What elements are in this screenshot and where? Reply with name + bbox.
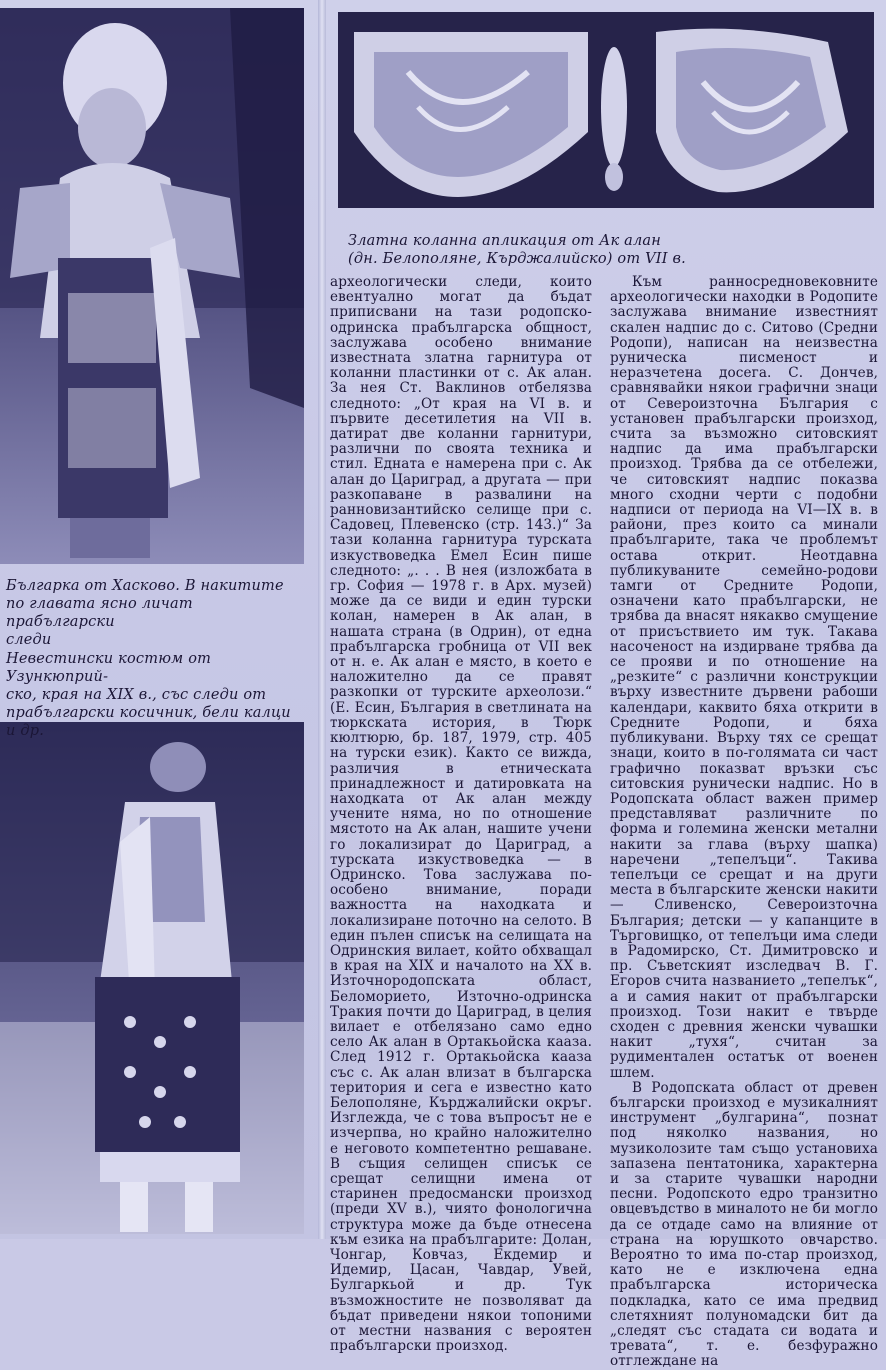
article-paragraph: В Родопската област от древен български произход е музикалният инструмент „булгарина“, познат под няколко названия, но музиколозите там също установиха запазена пентатоника, характерна и за старите чувашки народни песни. Родопското едро транзитно овцевъдство в миналото не би могло да се отдаде само на влияние от страна на юрушкото овчарство. Вероятно то има по-стар произход, като не е изключена една прабългарска историческа подкладка, като се има предвид слетяхният полуномадски бит да „следят със стадата си водата и тревата“, т. е. безфуражно отглеждане на bbox=[610, 1079, 878, 1370]
photo-bride-costume bbox=[0, 722, 304, 1234]
article-column-1 bbox=[330, 275, 592, 1354]
photo-woman-haskovo bbox=[0, 8, 304, 564]
caption-belt-applique: Златна коланна апликация от Ак алан (дн. Белополяне, Кърджалийско) от VII в. bbox=[348, 233, 686, 267]
caption-bride-costume: Невестински костюм от Узункюприй- ско, края на XIX в., със следи от прабългарски косичник, бели калци и др. bbox=[6, 651, 291, 739]
article-column-2 bbox=[610, 275, 878, 1370]
article-paragraph: археологически следи, които евентуално могат да бъдат приписвани на тази родопско-одринска прабългарска общност, заслужава особено внимание известната златна гарнитура от коланни пластинки от с. Ак алан. За нея Ст. Ваклинов отбелязва следното: „От края на VI в. и първите десетилетия на VII в. датират две коланни гарнитури, различни по своята техника и стил. Едната е намерена при с. Ак алан до Цариград, а другата — при разкопаване в развалини на ранновизантийско селище при с. Садовец, Плевенско (стр. 143.)“ За тази коланна гарнитура турската изкуствоведка Емел Есин пише следното: „. . . В нея (изложбата в гр. София — 1978 г. в Арх. музей) може да се види и един турски колан, намерен в Ак алан, в нашата страна (в Одрин), от една прабългарска гробница от VII век от н. е. Ак алан е място, в което е наложително да се правят разкопки от турските археолози.“ (Е. Есин, България в светлината на тюркската история, в Тюрк кюлтюрю, бр. 187, 1979, стр. 405 на турски език). Както се вижда, различия в етническата принадлежност и датировката на находката от Ак алан между учените няма, но по отношение мястото на Ак алан, нашите учени го локализират до Цариград, а турската изкуствоведка — в Одринско. Това заслужава по-особено внимание, поради важността на находката и локализиране поточно на селото. В един пълен списък на селищата на Одринския вилает, който обхващал в края на XIX и началото на XX в. Източнородопската област, Беломорието, Източно-одринска Тракия почти до Цариград, в целия вилает е отбелязано само едно село Ак алан в Ортакьойска кааза. След 1912 г. Ортакьойска кааза със с. Ак алан влизат в българска територия и сега е известно като Белополяне, Кърджалийски окръг. Изглежда, че с това въпросът не е изчерпва, но крайно наложително е неговото компетентно решаване. В същия селищен списък се срещат селищни имена от старинен предосмански произход (преди XV в.), чиято фонологична структура може да бъде отнесена към езика на прабългарите: Долан, Чонгар, Ковчаз, Екдемир и Идемир, Цасан, Чавдар, Увей, Булгаркьой и др. Тук възможностите не позволяват да бъдат приведени някои топоними от местни названия с вероятен прабългарски произход. bbox=[330, 274, 592, 1355]
photo-belt-applique bbox=[338, 12, 874, 208]
caption-woman-haskovo: Българка от Хасково. В накитите по главата ясно личат прабългарски следи bbox=[6, 578, 284, 648]
article-paragraph: Към ранносредновековните археологически находки в Родопите заслужава внимание известният скален надпис до с. Ситово (Средни Родопи), написан на неизвестна руническа писменост и неразчетена досега. С. Дончев, сравнявайки някои графични знаци от Североизточна България с установен прабългарски произход, счита за възможно ситовският надпис да има прабългарски произход. Трябва да се отбележи, че ситовският надпис показва много сходни черти с подобни надписи от периода на VI—IX в. в райони, през които са минали прабългарите, така че проблемът остава открит. Неотдавна публикуваните семейно-родови тамги от Средните Родопи, означени като прабългарски, не трябва да внасят някакво смущение от присъствието им тук. Такава насоченост на издирване трябва да се прояви и по отношение на „резките“ с различни конструкции върху известните дървени рабоши календари, каквито бяха открити в Средните Родопи, и бяха публикувани. Върху тях се срещат знаци, които в по-голямата си част графично показват връзки със ситовския рунически надпис. Но в Родопската област важен пример представляват различните по форма и големина женски метални накити за глава (върху шапка) наречени „тепелъци“. Такива тепелъци се срещат и на други места в българските женски накити — Сливенско, Североизточна България; детски — у капанците в Търговищко, от тепелъци има следи в Радомирско, Ст. Димитровско и пр. Съветският изследвач В. Г. Егоров счита названието „тепелък“, а и самия накит от прабългарски произход. Този накит е твърде сходен с древния женски чувашки накит „тухя“, считан за рудиментален остатък от военен шлем. bbox=[610, 274, 878, 1081]
page-fold bbox=[318, 0, 326, 1239]
